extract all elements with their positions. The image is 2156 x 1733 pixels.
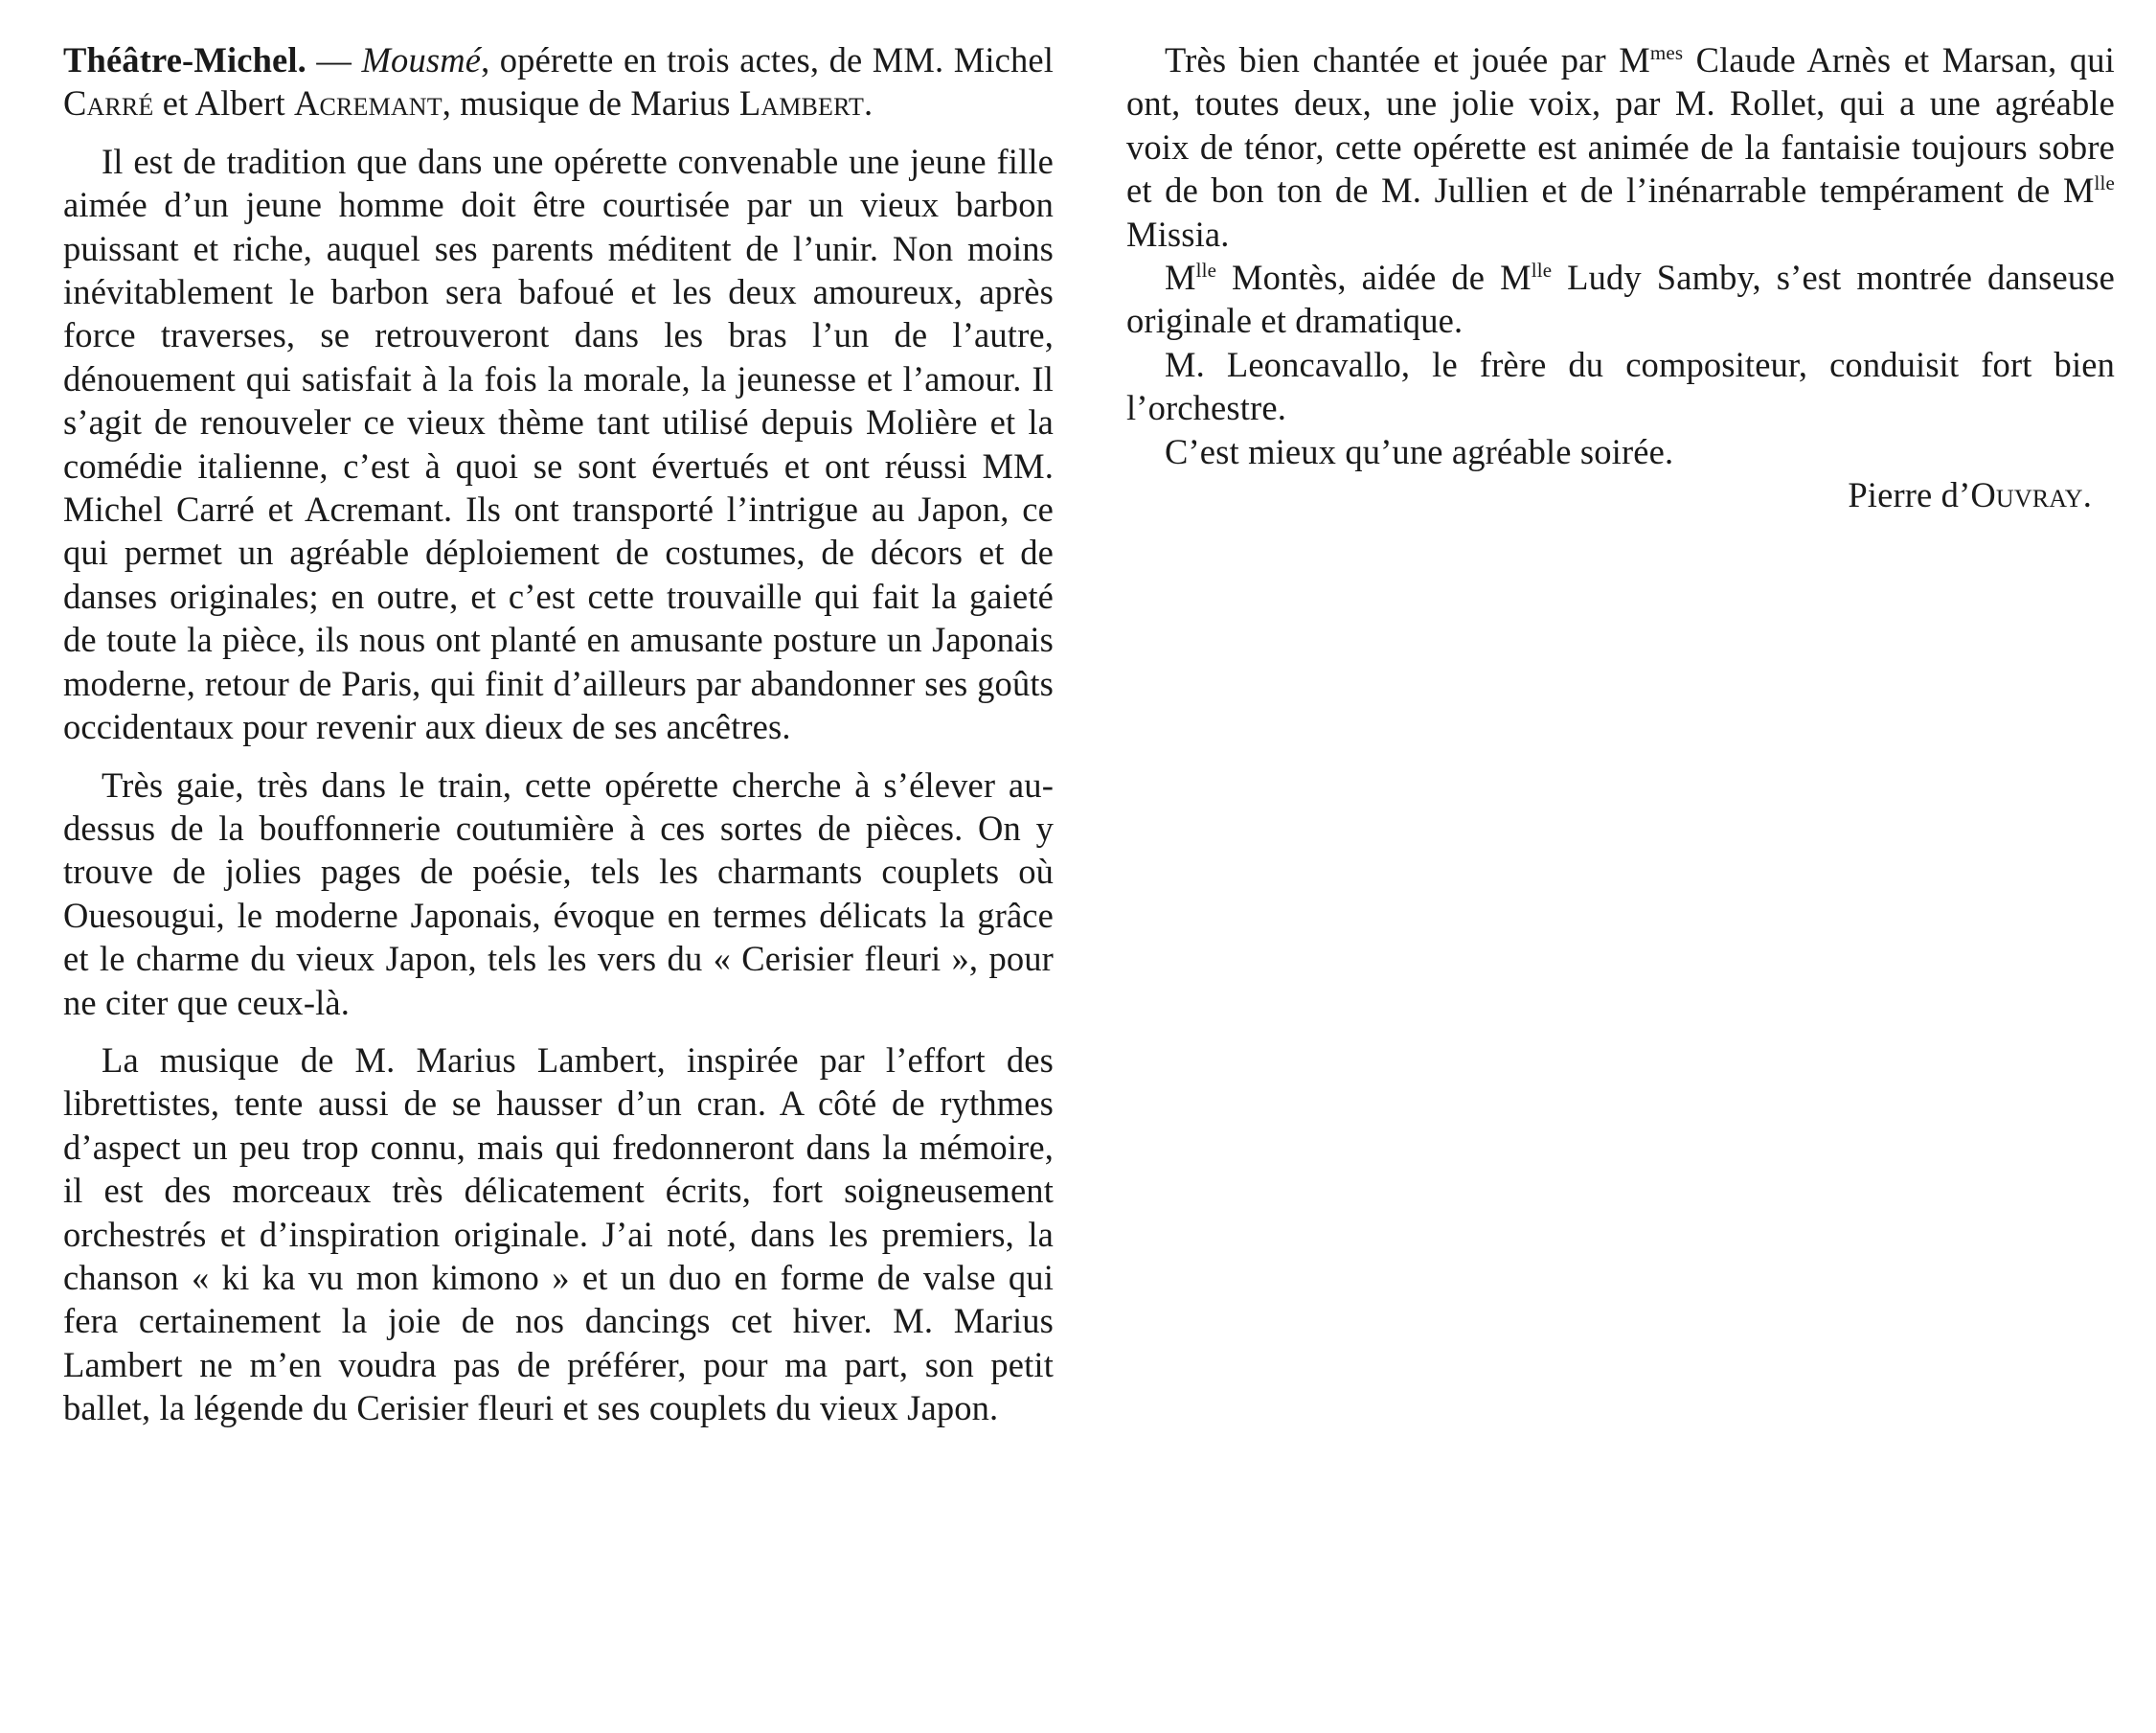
body-paragraph: C’est mieux qu’une agréable soirée. bbox=[1165, 431, 1674, 471]
heading-dash: — bbox=[306, 40, 362, 80]
review-heading bbox=[63, 38, 1054, 125]
body-paragraph: Il est de tradition que dans une opérette convenable une jeune fille aimée d’un jeune homme doit être courtisée par un vieux barbon puissant et riche, auquel ses parents méditent de l’unir. Non moins inévitablement le barbon sera bafoué et les deux amoureux, après force traverses, se retrouveront dans les bras l’un de l’autre, dénouement qui satisfait à la fois la morale, la jeunesse et l’amour. Il s’agit de renouveler ce vieux thème tant utilisé depuis Molière et la comédie italienne, c’est à quoi se sont évertués et ont réussi MM. Michel Carré et Acremant. Ils ont transporté l’intrigue au Japon, ce qui permet un agréable déploiement de costumes, de décors et de danses originales; en outre, et c’est cette trouvaille qui fait la gaieté de toute la pièce, ils nous ont planté en amusante posture un Japonais moderne, retour de Paris, qui finit d’ailleurs par abandonner ses goûts occidentaux pour revenir aux dieux de ses ancêtres. bbox=[63, 141, 1054, 747]
paragraph-text: Montès, aidée de M bbox=[1216, 258, 1532, 298]
author-name: Carré bbox=[63, 83, 154, 124]
signature-first: Pierre d’ bbox=[1848, 475, 1971, 515]
left-column bbox=[63, 38, 1054, 1430]
heading-text: et Albert bbox=[153, 83, 295, 124]
right-column bbox=[1126, 38, 2115, 516]
body-paragraph: Très gaie, très dans le train, cette opérette cherche à s’élever au-dessus de la bouffonnerie coutumière à ces sortes de pièces. On y trouve de jolies pages de poésie, tels les charmants couplets où Ouesougui, le moderne Japonais, évoque en termes délicats la grâce et le charme du vieux Japon, tels les vers du « Cerisier fleuri », pour ne citer que ceux-là. bbox=[63, 764, 1054, 1022]
superscript: lle bbox=[1195, 259, 1217, 283]
body-paragraph bbox=[1126, 256, 2115, 343]
composer-name: Lambert bbox=[738, 83, 865, 124]
body-paragraph bbox=[1126, 38, 2115, 256]
signature-end: . bbox=[2082, 475, 2092, 515]
superscript: lle bbox=[2094, 171, 2115, 195]
heading-text: , musique de Marius bbox=[442, 83, 739, 124]
work-title: Mousmé bbox=[361, 40, 482, 80]
signature bbox=[1126, 473, 2115, 516]
signature-last: Ouvray bbox=[1970, 475, 2083, 515]
paragraph-text: Très bien chantée et jouée par M bbox=[1165, 40, 1650, 80]
paragraph-text: Ludy Samby, s’est montrée danseuse originale et dramatique. bbox=[1126, 258, 2115, 341]
body-paragraph: La musique de M. Marius Lambert, inspirée par l’effort des librettistes, tente aussi de se hausser d’un cran. A côté de rythmes d’aspect un peu trop connu, mais qui fredonneront dans la mémoire, il est des morceaux très délicatement écrits, fort soigneusement orchestrés et d’inspiration originale. J’ai noté, dans les premiers, la chanson « ki ka vu mon kimono » et un duo en forme de valse qui fera certainement la joie de nos dancings cet hiver. M. Marius Lambert ne m’en voudra pas de préférer, pour ma part, son petit ballet, la légende du Cerisier fleuri et ses couplets du vieux Japon. bbox=[63, 1039, 1054, 1428]
superscript: lle bbox=[1531, 259, 1553, 283]
body-paragraph: M. Leoncavallo, le frère du compositeur, conduisit fort bien l’orchestre. bbox=[1126, 344, 2115, 428]
heading-text: , opérette en trois actes, de MM. Michel bbox=[481, 40, 1055, 80]
paragraph-text: Missia. bbox=[1126, 214, 1230, 254]
heading-text: . bbox=[864, 83, 874, 124]
author-name: Acremant bbox=[294, 83, 443, 124]
venue-name: Théâtre-Michel. bbox=[63, 40, 306, 80]
paragraph-text: Claude Arnès et Marsan, qui ont, toutes deux, une jolie voix, par M. Rollet, qui a une agréable voix de ténor, cette opérette est animée de la fantaisie toujours sobre et de bon ton de M. Jullien et de l’inénarrable tempérament de M bbox=[1126, 40, 2115, 211]
superscript: mes bbox=[1649, 41, 1684, 64]
paragraph-text: M bbox=[1165, 258, 1196, 298]
